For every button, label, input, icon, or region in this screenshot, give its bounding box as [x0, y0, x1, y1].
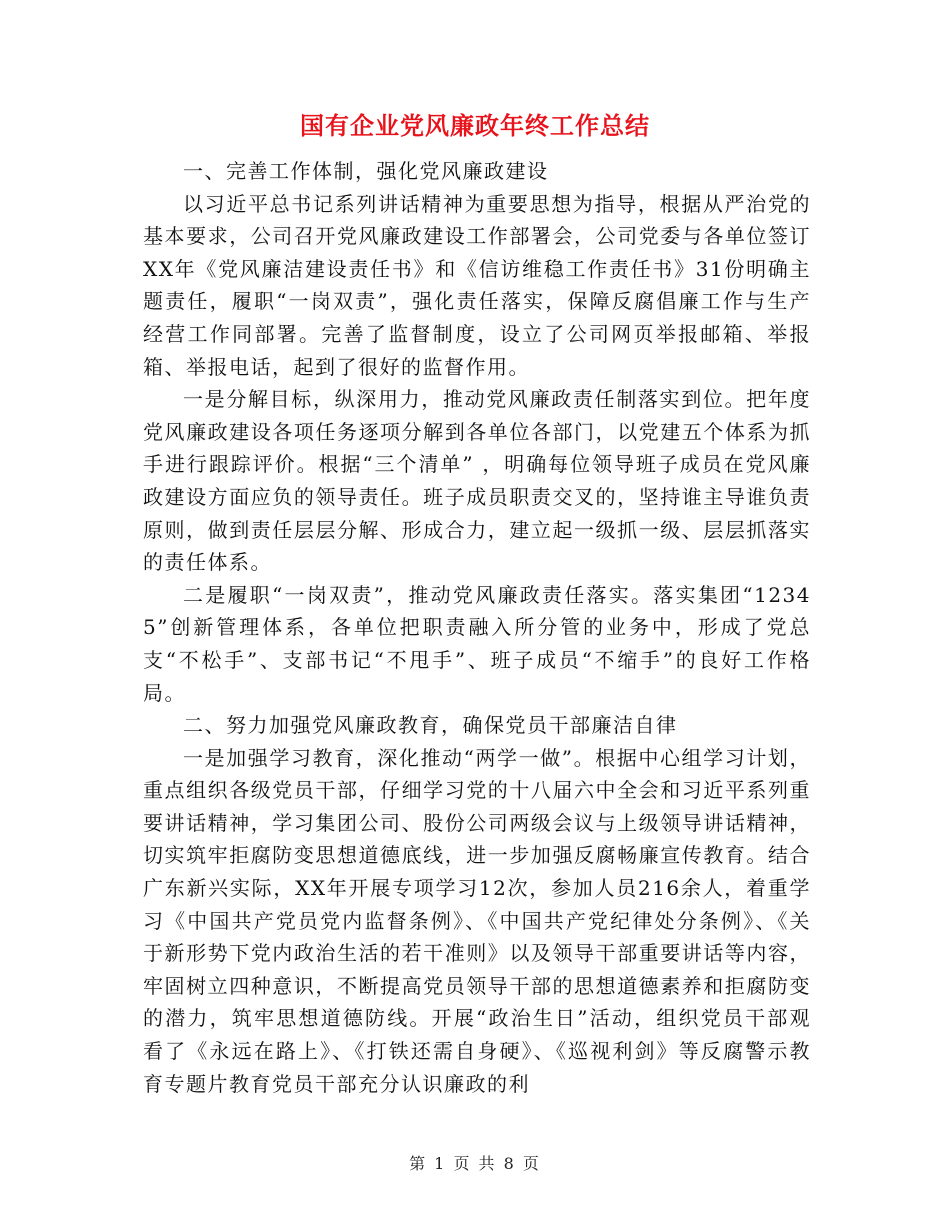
body-paragraph: 以习近平总书记系列讲话精神为重要思想为指导，根据从严治党的基本要求，公司召开党风廉政建设工作部署会，公司党委与各单位签订XX年《党风廉洁建设责任书》和《信访维稳工作责任书》31份明确主题责任，履职“一岗双责”，强化责任落实，保障反腐倡廉工作与生产经营工作同部署。完善了监督制度，设立了公司网页举报邮箱、举报箱、举报电话，起到了很好的监督作用。	[143, 191, 811, 379]
section-heading: 二、努力加强党风廉政教育，确保党员干部廉洁自律	[183, 713, 678, 738]
body-paragraph: 一是加强学习教育，深化推动“两学一做”。根据中心组学习计划，重点组织各级党员干部，仔细学习党的十八届六中全会和习近平系列重要讲话精神，学习集团公司、股份公司两级会议与上级领导讲话精神，切实筑牢拒腐防变思想道德底线，进一步加强反腐畅廉宣传教育。结合广东新兴实际，XX年开展专项学习12次，参加人员216余人，着重学习《中国共产党员党内监督条例》、《中国共产党纪律处分条例》、《关于新形势下党内政治生活的若干准则》以及领导干部重要讲话等内容，牢固树立四种意识，不断提高党员领导干部的思想道德素养和拒腐防变的潜力，筑牢思想道德防线。开展“政治生日”活动，组织党员干部观看了《永远在路上》、《打铁还需自身硬》、《巡视利剑》等反腐警示教育专题片教育党员干部充分认识廉政的利	[143, 745, 811, 1096]
body-paragraph: 二是履职“一岗双责”，推动党风廉政责任落实。落实集团“12345”创新管理体系，各单位把职责融入所分管的业务中，形成了党总支“不松手”、支部书记“不甩手”、班子成员“不缩手”的良好工作格局。	[143, 582, 811, 705]
page-number: 第 1 页 共 8 页	[409, 1154, 541, 1173]
document-body	[143, 155, 811, 1100]
section-heading: 一、完善工作体制，强化党风廉政建设	[183, 159, 549, 183]
body-paragraph: 一是分解目标，纵深用力，推动党风廉政责任制落实到位。把年度党风廉政建设各项任务逐项分解到各单位各部门，以党建五个体系为抓手进行跟踪评价。根据“三个清单” ，明确每位领导班子成员在党风廉政建设方面应负的领导责任。班子成员职责交叉的，坚持谁主导谁负责原则，做到责任层层分解、形成合力，建立起一级抓一级、层层抓落实的责任体系。	[143, 387, 811, 575]
document-title: 国有企业党风廉政年终工作总结	[300, 111, 650, 140]
